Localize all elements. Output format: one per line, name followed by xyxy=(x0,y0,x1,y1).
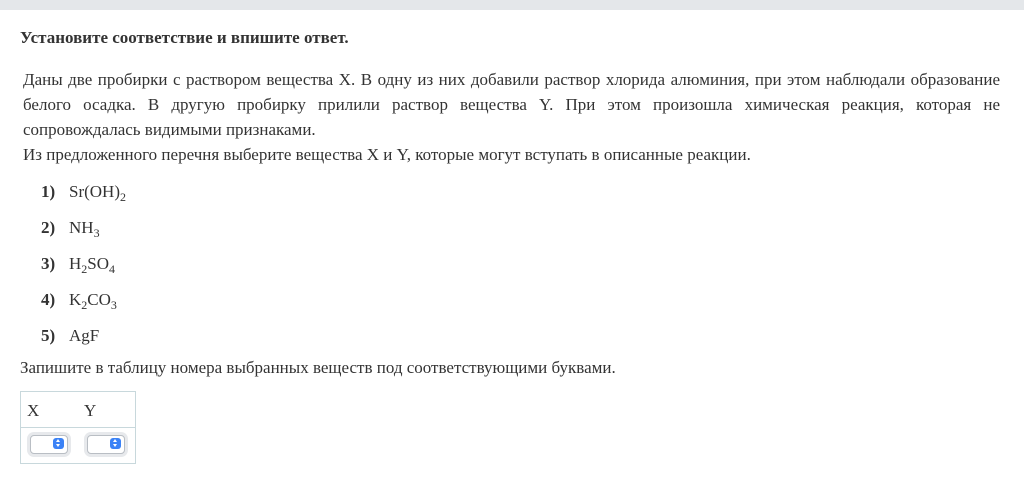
options-list xyxy=(41,180,126,360)
option-number: 1) xyxy=(41,182,56,201)
option-item xyxy=(41,180,126,216)
task-question: Из предложенного перечня выберите вещества X и Y, которые могут вступать в описанные реакции. xyxy=(23,145,751,164)
column-header-x: X xyxy=(21,392,79,428)
option-number: 3) xyxy=(41,254,56,273)
option-number: 2) xyxy=(41,218,56,237)
answer-select-y[interactable] xyxy=(87,435,125,454)
option-formula: AgF xyxy=(69,326,100,345)
option-item xyxy=(41,252,126,288)
select-arrows-icon xyxy=(53,438,64,449)
option-formula: $NH_3$ xyxy=(69,218,100,240)
option-number: 5) xyxy=(41,326,56,345)
answer-table xyxy=(20,391,136,464)
top-bar xyxy=(0,0,1024,10)
option-formula: $H_2SO_4$ xyxy=(69,254,116,276)
column-header-y: Y xyxy=(78,392,136,428)
select-arrows-icon xyxy=(110,438,121,449)
option-formula: $Sr(OH)_2$ xyxy=(69,182,126,204)
option-formula: $K_2CO_3$ xyxy=(69,290,117,312)
option-item xyxy=(41,216,126,252)
option-number: 4) xyxy=(41,290,56,309)
answer-instruction: Запишите в таблицу номера выбранных веществ под соответствующими буквами. xyxy=(20,358,616,377)
answer-cell-y xyxy=(78,428,136,464)
task-text: Даны две пробирки с раствором вещества X. В одну из них добавили раствор хлорида алюминия, при этом наблюдали образование белого осадка. В другую пробирку прилили раствор вещества Y. При этом произошла химическая реакция, которая не сопровождалась видимыми признаками. xyxy=(23,70,1000,139)
answer-cell-x xyxy=(21,428,79,464)
answer-select-x[interactable] xyxy=(30,435,68,454)
task-header: Установите соответствие и впишите ответ. xyxy=(20,28,349,47)
option-item xyxy=(41,324,126,360)
option-item xyxy=(41,288,126,324)
